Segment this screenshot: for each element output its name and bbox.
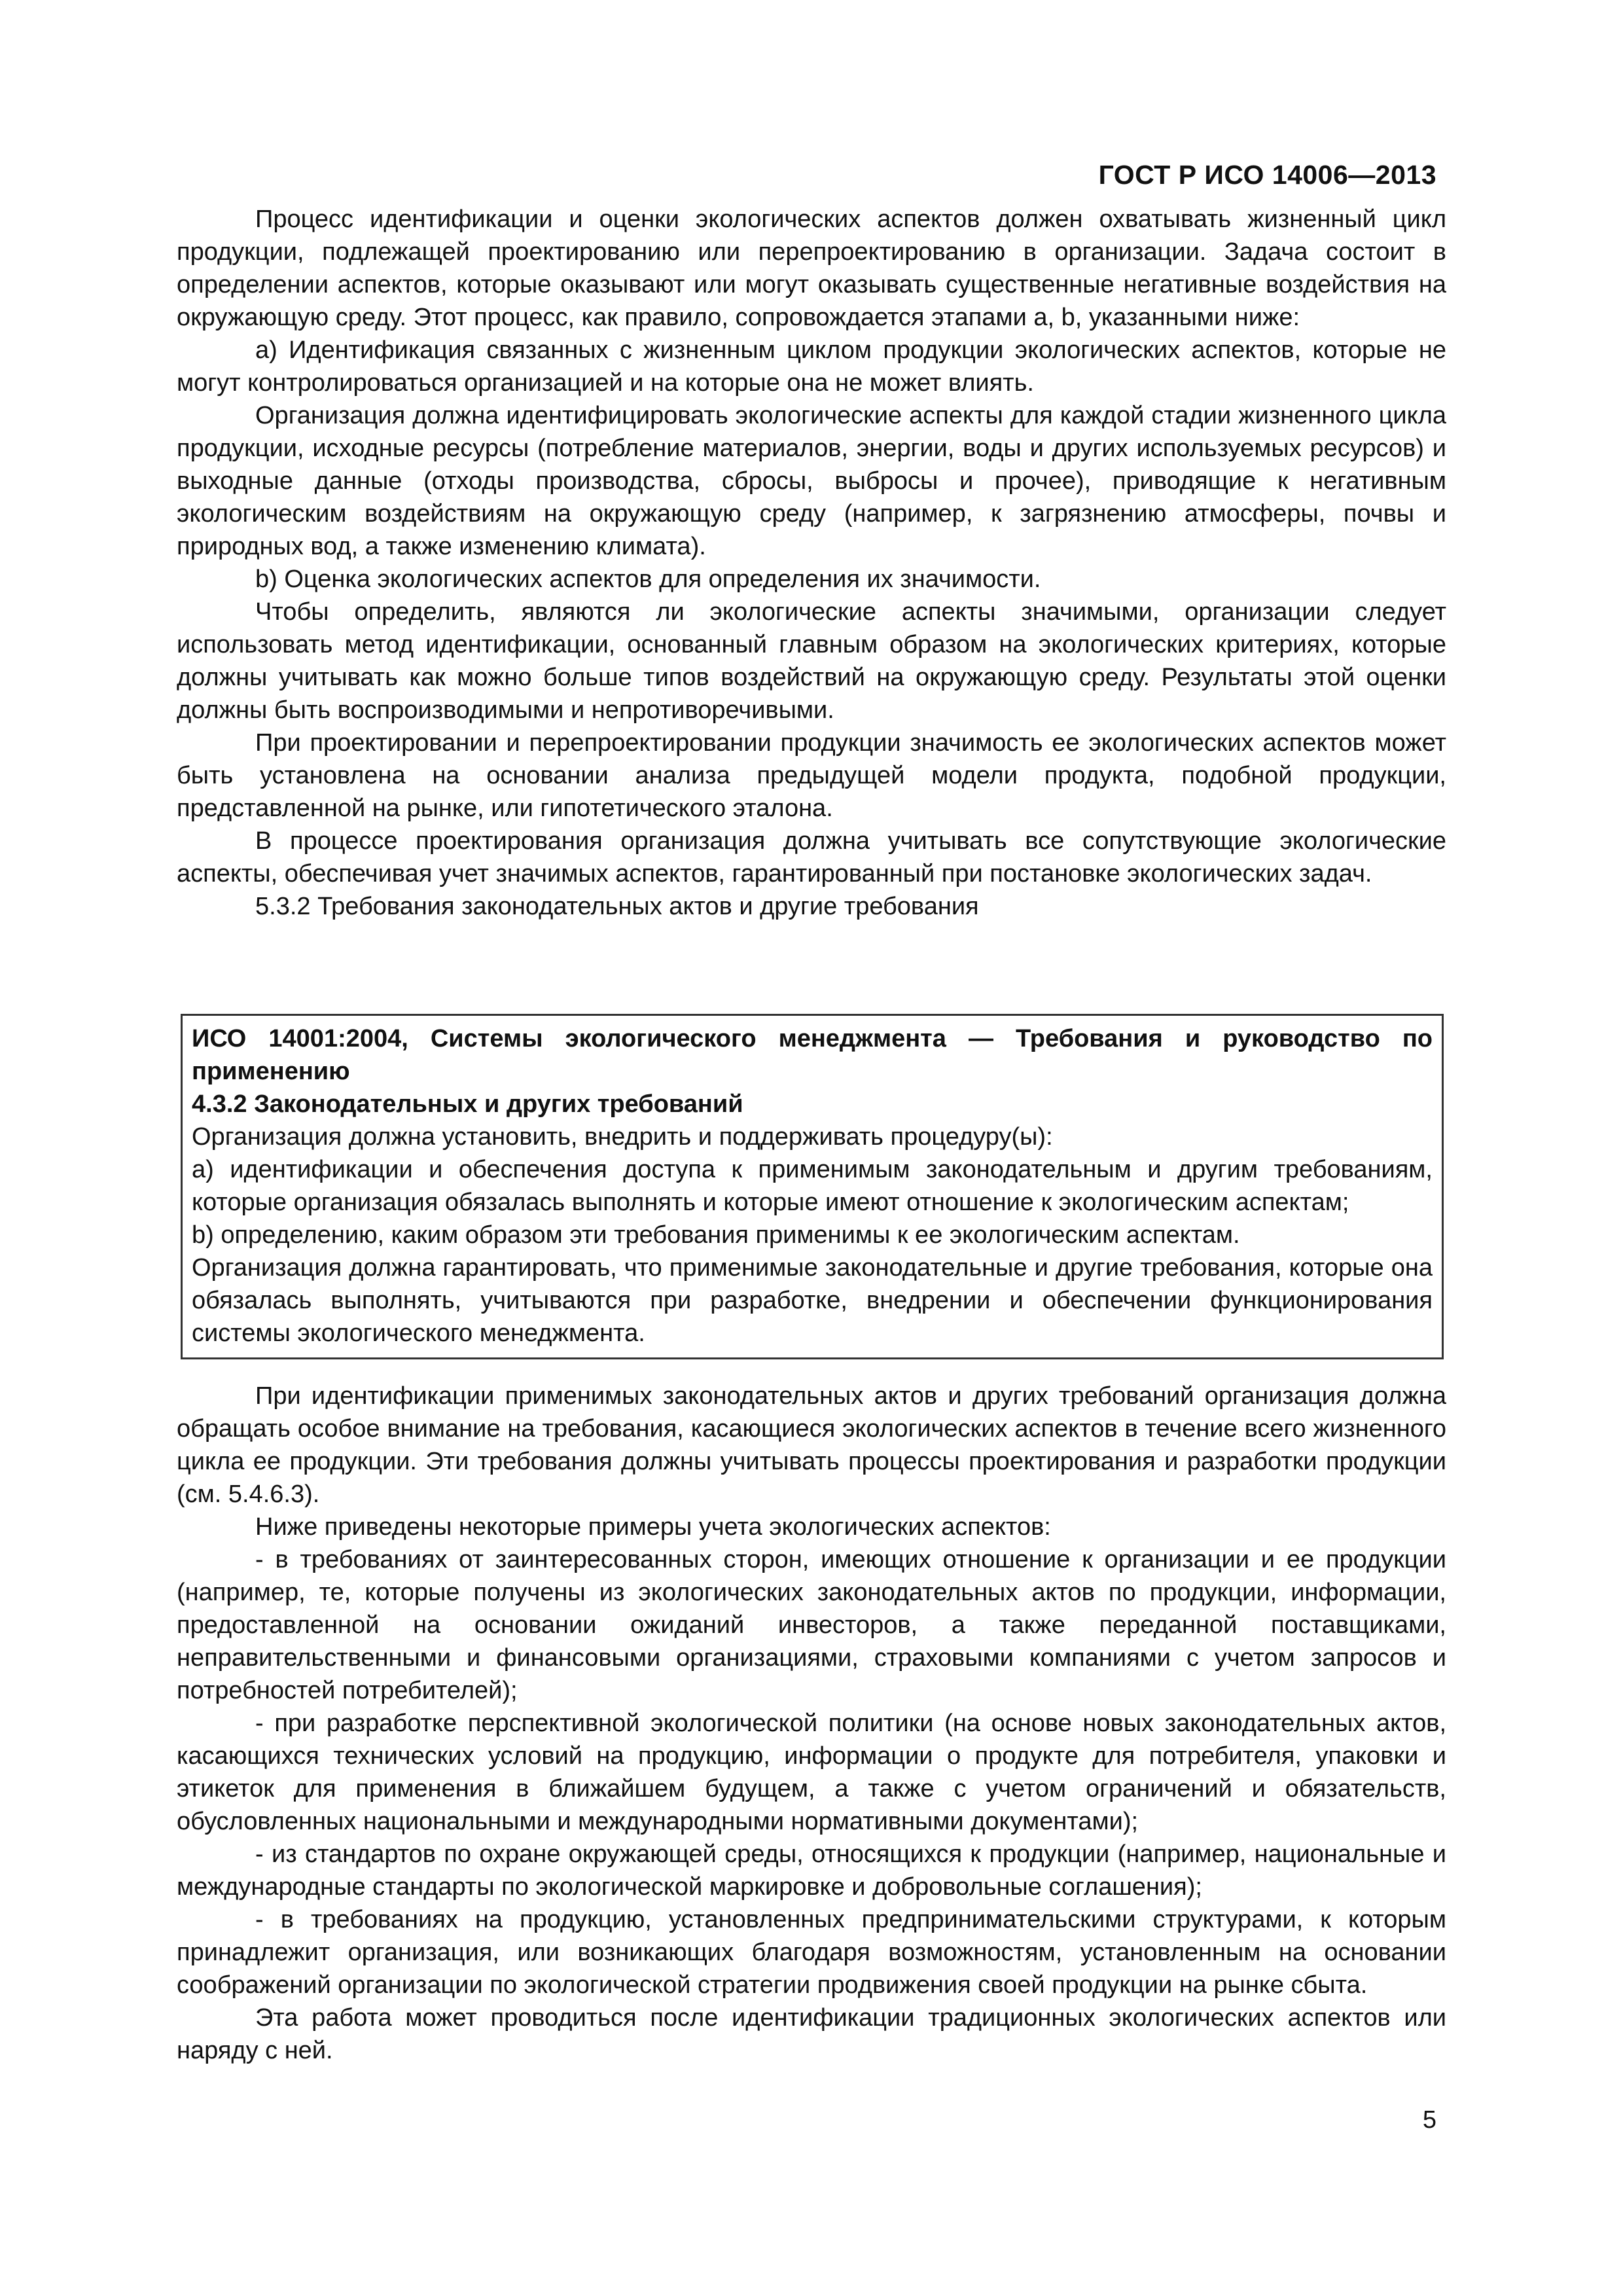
page-number: 5 [1422,2106,1436,2134]
quoted-clause-heading: 4.3.2 Законодательных и других требований [192,1090,743,1118]
section-1 [177,203,1446,923]
list-item: - в требованиях на продукцию, установленных предпринимательскими структурами, к которым принадлежит организация, или возникающих благодаря возможностям, установленным на основании соображений организации по экологической стратегии продвижения своей продукции на рынке сбыта. [177,1906,1446,1999]
paragraph: a) Идентификация связанных с жизненным циклом продукции экологических аспектов, которые не могут контролироваться организацией и на которые она не может влиять. [177,336,1446,397]
quoted-line: a) идентификации и обеспечения доступа к применимым законодательным и другим требованиям, которые организация обязалась выполнять и которые имеют отношение к экологическим аспектам; [192,1156,1433,1216]
paragraph: При проектировании и перепроектировании продукции значимость ее экологических аспектов может быть установлена на основании анализа предыдущей модели продукта, подобной продукции, представленной на рынке, или гипотетического эталона. [177,729,1446,822]
paragraph: b) Оценка экологических аспектов для определения их значимости. [255,565,1041,593]
quoted-line: Организация должна установить, внедрить и поддерживать процедуру(ы): [192,1123,1053,1151]
paragraph: Процесс идентификации и оценки экологических аспектов должен охватывать жизненный цикл продукции, подлежащей проектированию или перепроектированию в организации. Задача состоит в определении аспектов, которые оказывают или могут оказывать существенные негативные воздействия на окружающую среду. Этот процесс, как правило, сопровождается этапами a, b, указанными ниже: [177,206,1446,331]
quoted-standard-title: ИСО 14001:2004, Системы экологического менеджмента — Требования и руководство по применению [192,1025,1433,1085]
paragraph: Эта работа может проводиться после идентификации традиционных экологических аспектов или наряду с ней. [177,2004,1446,2064]
paragraph: Чтобы определить, являются ли экологические аспекты значимыми, организации следует использовать метод идентификации, основанный главным образом на экологических критериях, которые должны учитывать как можно больше типов воздействий на окружающую среду. Результаты этой оценки должны быть воспроизводимыми и непротиворечивыми. [177,598,1446,724]
list-item: - при разработке перспективной экологической политики (на основе новых законодательных актов, касающихся технических условий на продукцию, информации о продукте для потребителя, упаковки и этикеток для применения в ближайшем будущем, а также с учетом ограничений и обязательств, обусловленных национальными и международными нормативными документами); [177,1710,1446,1835]
list-item: - в требованиях от заинтересованных сторон, имеющих отношение к организации и ее продукции (например, те, которые получены из экологических законодательных актов по продукции, информации, предоставленной на основании ожиданий инвесторов, а также переданной поставщиками, неправительственными и финансовыми организациями, страховыми компаниями с учетом запросов и потребностей потребителей); [177,1546,1446,1704]
quoted-line: b) определению, каким образом эти требования применимы к ее экологическим аспектам. [192,1221,1240,1249]
paragraph: Ниже приведены некоторые примеры учета экологических аспектов: [255,1513,1051,1541]
subsection-heading: 5.3.2 Требования законодательных актов и другие требования [255,893,979,920]
quoted-standard-box [181,1014,1444,1359]
paragraph: В процессе проектирования организация должна учитывать все сопутствующие экологические аспекты, обеспечивая учет значимых аспектов, гарантированный при постановке экологических задач. [177,827,1446,888]
list-item: - из стандартов по охране окружающей среды, относящихся к продукции (например, национальные и международные стандарты по экологической маркировке и добровольные соглашения); [177,1840,1446,1901]
section-2 [177,1380,1446,2067]
paragraph: Организация должна идентифицировать экологические аспекты для каждой стадии жизненного цикла продукции, исходные ресурсы (потребление материалов, энергии, воды и других используемых ресурсов) и выходные данные (отходы производства, сбросы, выбросы и прочее), приводящие к негативным экологическим воздействиям на окружающую среду (например, к загрязнению атмосферы, почвы и природных вод, а также изменению климата). [177,402,1446,560]
paragraph: При идентификации применимых законодательных актов и других требований организация должна обращать особое внимание на требования, касающиеся экологических аспектов в течение всего жизненного цикла ее продукции. Эти требования должны учитывать процессы проектирования и разработки продукции (см. 5.4.6.3). [177,1382,1446,1508]
standard-id-header: ГОСТ Р ИСО 14006—2013 [1098,160,1436,190]
quoted-line: Организация должна гарантировать, что применимые законодательные и другие требования, которые она обязалась выполнять, учитываются при разработке, внедрении и обеспечении функционирования системы экологического менеджмента. [192,1254,1433,1347]
